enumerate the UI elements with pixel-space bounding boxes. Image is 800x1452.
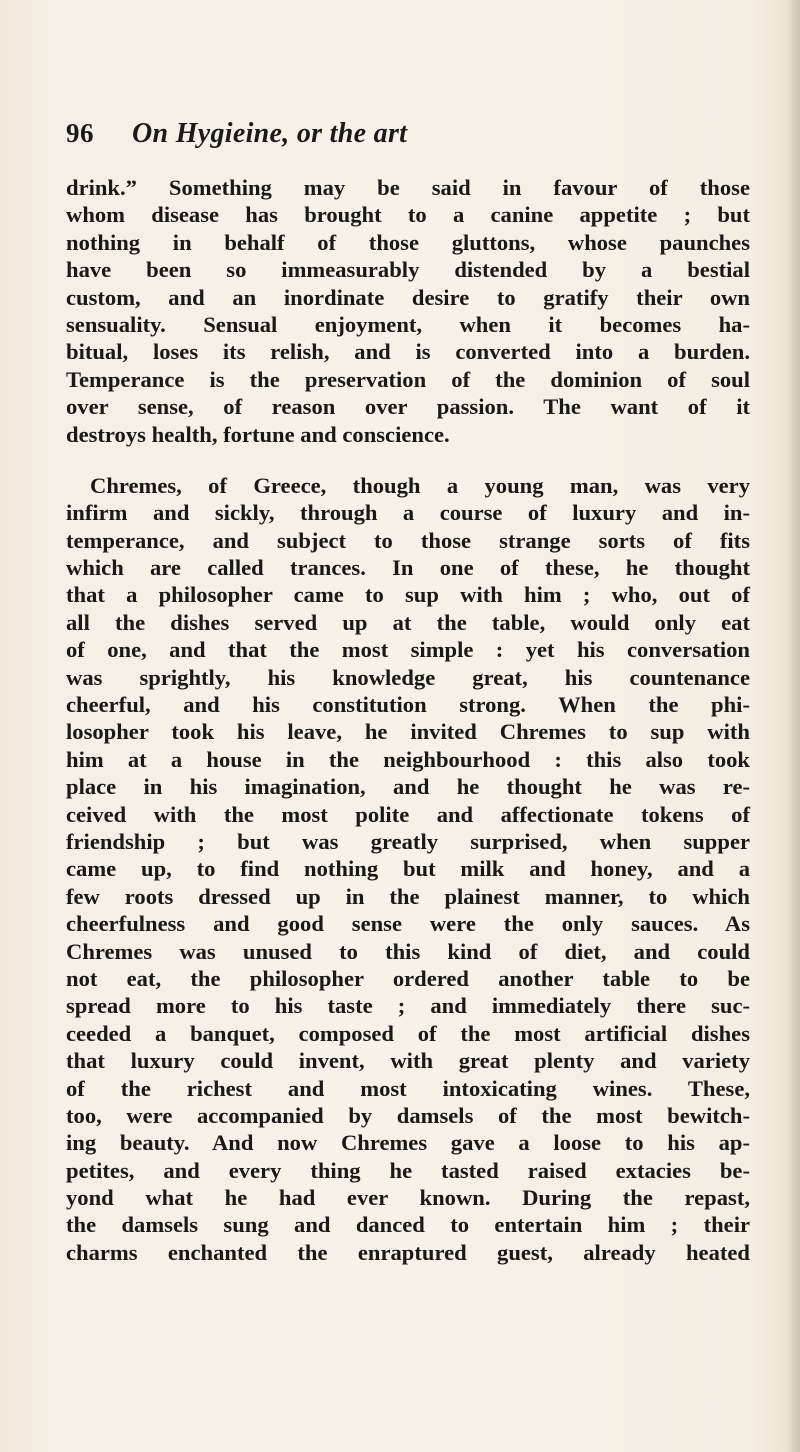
text-line: infirm and sickly, through a course of luxury and in- — [66, 500, 750, 526]
text-line: bitual, loses its relish, and is converted into a burden. — [66, 339, 750, 365]
text-line: over sense, of reason over passion. The want of it — [66, 394, 750, 420]
text-line: Chremes was unused to this kind of diet, and could — [66, 938, 750, 964]
text-line: few roots dressed up in the plainest manner, to which — [66, 883, 750, 909]
text-line: Temperance is the preservation of the dominion of soul — [66, 366, 750, 392]
text-line: ceeded a banquet, composed of the most artificial dishes — [66, 1020, 750, 1046]
text-line: of one, and that the most simple : yet his conversation — [66, 637, 750, 663]
text-line: charms enchanted the enraptured guest, already heated — [66, 1239, 750, 1265]
text-line: not eat, the philosopher ordered another table to be — [66, 965, 750, 991]
text-line: cheerful, and his constitution strong. When the phi- — [66, 692, 750, 718]
text-line: that luxury could invent, with great plenty and variety — [66, 1048, 750, 1074]
text-line: custom, and an inordinate desire to gratify their own — [66, 284, 750, 310]
text-line: friendship ; but was greatly surprised, when supper — [66, 828, 750, 854]
page-edge-shadow — [786, 0, 800, 1452]
text-line: him at a house in the neighbourhood : this also took — [66, 746, 750, 772]
text-line: place in his imagination, and he thought he was re- — [66, 774, 750, 800]
running-head: On Hygieine, or the art — [132, 118, 408, 149]
paragraph-2 — [66, 472, 750, 1266]
text-line: destroys health, fortune and conscience. — [66, 421, 450, 447]
text-line: yond what he had ever known. During the repast, — [66, 1185, 750, 1211]
text-line: sensuality. Sensual enjoyment, when it becomes ha- — [66, 311, 750, 337]
text-line: the damsels sung and danced to entertain him ; their — [66, 1212, 750, 1238]
paragraph-1 — [66, 174, 750, 448]
text-line: losopher took his leave, he invited Chremes to sup with — [66, 719, 750, 745]
text-line: have been so immeasurably distended by a bestial — [66, 257, 750, 283]
text-line: ceived with the most polite and affectionate tokens of — [66, 801, 750, 827]
body-text — [66, 174, 750, 1266]
text-line: of the richest and most intoxicating wines. These, — [66, 1075, 750, 1101]
page-number: 96 — [66, 118, 94, 148]
page-header — [66, 118, 766, 158]
text-line: which are called trances. In one of these, he thought — [66, 555, 750, 581]
text-line: that a philosopher came to sup with him ; who, out of — [66, 582, 750, 608]
text-line: whom disease has brought to a canine appetite ; but — [66, 202, 750, 228]
text-line: was sprightly, his knowledge great, his countenance — [66, 664, 750, 690]
text-line: temperance, and subject to those strange sorts of fits — [66, 527, 750, 553]
text-line: cheerfulness and good sense were the only sauces. As — [66, 911, 750, 937]
text-line: ing beauty. And now Chremes gave a loose to his ap- — [66, 1130, 750, 1156]
paragraph-gap — [66, 448, 750, 472]
text-line: petites, and every thing he tasted raised extacies be- — [66, 1157, 750, 1183]
text-line: Chremes, of Greece, though a young man, was very — [90, 472, 750, 498]
text-line: spread more to his taste ; and immediately there suc- — [66, 993, 750, 1019]
text-line: came up, to find nothing but milk and honey, and a — [66, 856, 750, 882]
text-line: nothing in behalf of those gluttons, whose paunches — [66, 229, 750, 255]
text-line: too, were accompanied by damsels of the most bewitch- — [66, 1102, 750, 1128]
text-line: all the dishes served up at the table, would only eat — [66, 609, 750, 635]
text-line: drink.” Something may be said in favour of those — [66, 175, 750, 200]
